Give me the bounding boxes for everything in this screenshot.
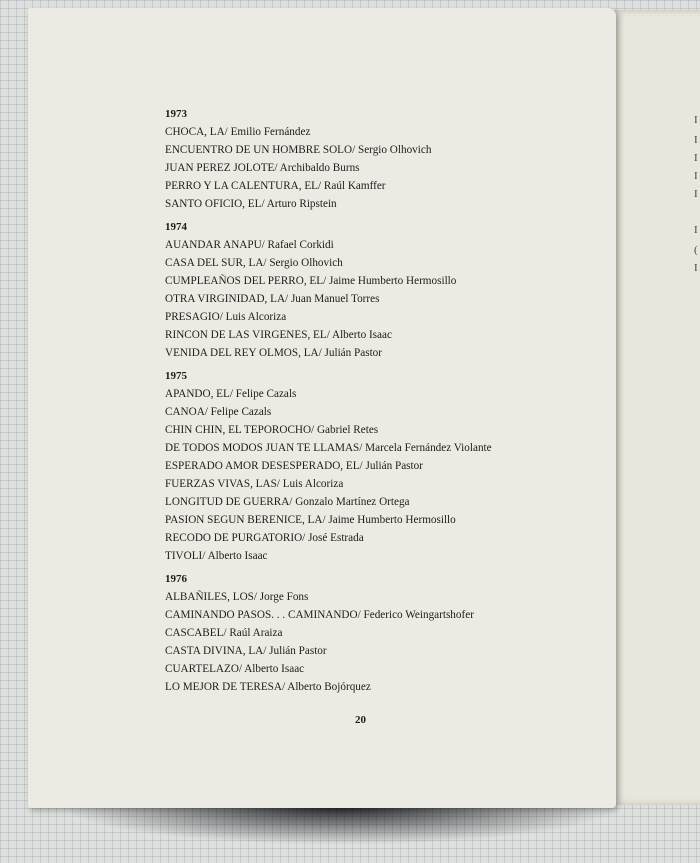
film-entry: VENIDA DEL REY OLMOS, LA/ Julián Pastor [165, 347, 383, 359]
film-entry: APANDO, EL/ Felipe Cazals [165, 388, 297, 400]
film-entry: TIVOLI/ Alberto Isaac [165, 550, 268, 562]
film-entry: CASTA DIVINA, LA/ Julián Pastor [165, 645, 327, 657]
section-1975 [165, 370, 585, 565]
film-entry: CANOA/ Felipe Cazals [165, 406, 272, 418]
year-heading: 1974 [165, 221, 187, 233]
year-heading: 1975 [165, 370, 187, 382]
film-entry: ENCUENTRO DE UN HOMBRE SOLO/ Sergio Olhovich [165, 144, 432, 156]
film-entry: LONGITUD DE GUERRA/ Gonzalo Martínez Ortega [165, 496, 410, 508]
film-entry: ALBAÑILES, LOS/ Jorge Fons [165, 591, 309, 603]
film-entry: CUMPLEAÑOS DEL PERRO, EL/ Jaime Humberto Hermosillo [165, 275, 457, 287]
page-number: 20 [355, 714, 366, 726]
film-entry: CASCABEL/ Raúl Araiza [165, 627, 283, 639]
section-1974 [165, 221, 585, 362]
film-entry: LO MEJOR DE TERESA/ Alberto Bojórquez [165, 681, 371, 693]
year-heading: 1976 [165, 573, 187, 585]
film-entry: CHIN CHIN, EL TEPOROCHO/ Gabriel Retes [165, 424, 379, 436]
film-entry: FUERZAS VIVAS, LAS/ Luis Alcoriza [165, 478, 344, 490]
next-page-edge: I I I I I I ( I [612, 10, 700, 805]
film-entry: PRESAGIO/ Luis Alcoriza [165, 311, 287, 323]
book-page [28, 8, 616, 808]
film-entry: OTRA VIRGINIDAD, LA/ Juan Manuel Torres [165, 293, 380, 305]
section-1973 [165, 108, 585, 213]
film-entry: PERRO Y LA CALENTURA, EL/ Raúl Kamffer [165, 180, 386, 192]
section-1976 [165, 573, 585, 696]
film-entry: DE TODOS MODOS JUAN TE LLAMAS/ Marcela Fernández Violante [165, 442, 492, 454]
film-entry: ESPERADO AMOR DESESPERADO, EL/ Julián Pastor [165, 460, 423, 472]
film-entry: CASA DEL SUR, LA/ Sergio Olhovich [165, 257, 343, 269]
film-entry: CHOCA, LA/ Emilio Fernández [165, 126, 311, 138]
film-entry: JUAN PEREZ JOLOTE/ Archibaldo Burns [165, 162, 360, 174]
film-entry: SANTO OFICIO, EL/ Arturo Ripstein [165, 198, 337, 210]
film-entry: CUARTELAZO/ Alberto Isaac [165, 663, 305, 675]
year-heading: 1973 [165, 108, 187, 120]
film-entry: RECODO DE PURGATORIO/ José Estrada [165, 532, 364, 544]
film-entry: AUANDAR ANAPU/ Rafael Corkidi [165, 239, 334, 251]
film-entry: RINCON DE LAS VIRGENES, EL/ Alberto Isaac [165, 329, 392, 341]
film-entry: CAMINANDO PASOS. . . CAMINANDO/ Federico Weingartshofer [165, 609, 474, 621]
film-entry: PASION SEGUN BERENICE, LA/ Jaime Humberto Hermosillo [165, 514, 456, 526]
film-list [165, 108, 585, 696]
